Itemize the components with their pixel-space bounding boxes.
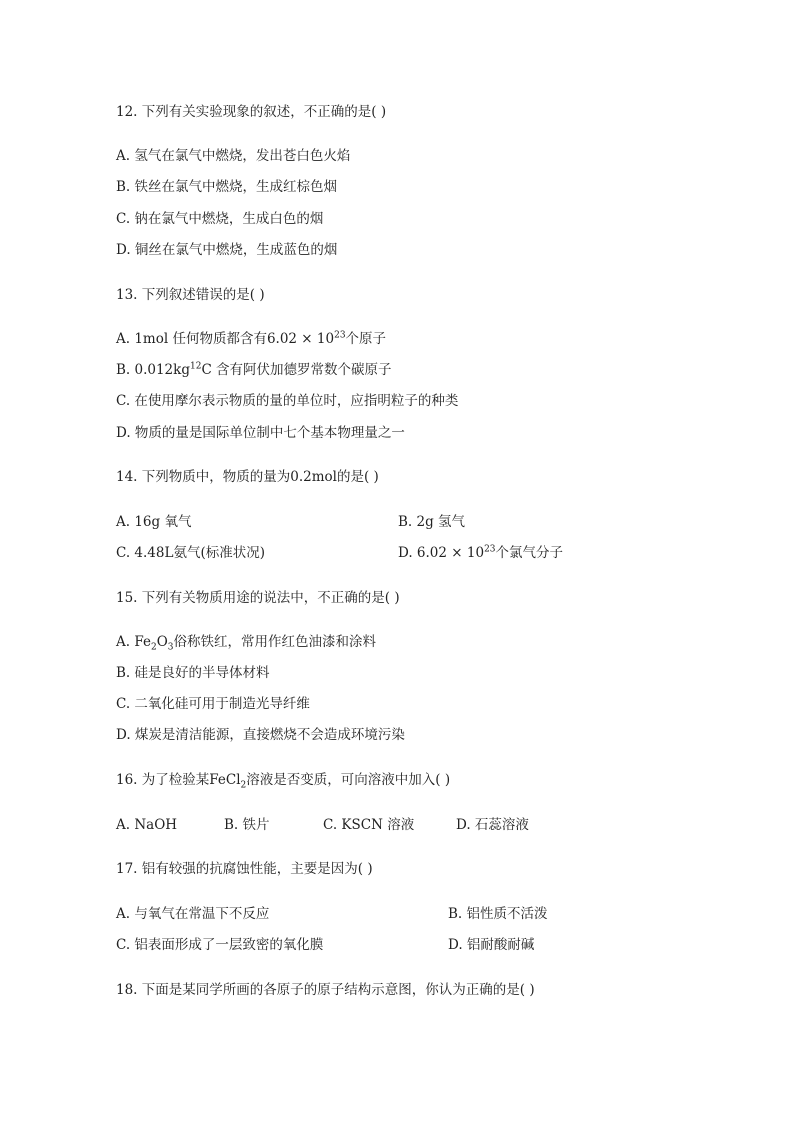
q15-option-a-mid: O xyxy=(156,634,168,650)
q12-option-a: A. 氢气在氯气中燃烧，发出苍白色火焰 xyxy=(116,148,351,164)
q14-option-d-exponent: 23 xyxy=(484,544,496,555)
q17-option-c: C. 铝表面形成了一层致密的氧化膜 xyxy=(116,937,324,953)
q16-stem-tail: 溶液是否变质，可向溶液中加入( ) xyxy=(246,772,451,788)
q16-option-b: B. 铁片 xyxy=(224,817,270,833)
q17-stem: 17. 铝有较强的抗腐蚀性能，主要是因为( ) xyxy=(116,861,373,877)
q13-option-c: C. 在使用摩尔表示物质的量的单位时，应指明粒子的种类 xyxy=(116,393,459,409)
q12-option-c: C. 钠在氯气中燃烧，生成白色的烟 xyxy=(116,211,324,227)
q16-stem xyxy=(116,771,450,789)
q13-stem: 13. 下列叙述错误的是( ) xyxy=(116,287,265,303)
q13-option-d: D. 物质的量是国际单位制中七个基本物理量之一 xyxy=(116,425,405,441)
q13-option-b-text: B. 0.012kg xyxy=(116,362,190,378)
q13-option-a-exponent: 23 xyxy=(334,330,346,341)
q15-option-a-text: A. Fe xyxy=(116,634,151,650)
q16-option-c: C. KSCN 溶液 xyxy=(323,817,415,833)
q13-option-a-text: A. 1mol 任何物质都含有6.02 × 10 xyxy=(116,331,335,347)
q15-option-b: B. 硅是良好的半导体材料 xyxy=(116,665,270,681)
q15-option-a-tail: 俗称铁红，常用作红色油漆和涂料 xyxy=(173,634,376,650)
q14-option-b: B. 2g 氢气 xyxy=(398,514,466,530)
q16-option-d: D. 石蕊溶液 xyxy=(456,817,529,833)
q12-option-b: B. 铁丝在氯气中燃烧，生成红棕色烟 xyxy=(116,179,338,195)
q15-option-a xyxy=(116,633,376,651)
q16-stem-sub: 2 xyxy=(240,780,247,791)
q13-option-b-tail: C 含有阿伏加德罗常数个碳原子 xyxy=(201,362,392,378)
q14-stem: 14. 下列物质中，物质的量为0.2mol的是( ) xyxy=(116,469,379,485)
q17-option-d: D. 铝耐酸耐碱 xyxy=(448,937,535,953)
q18-stem: 18. 下面是某同学所画的各原子的原子结构示意图，你认为正确的是( ) xyxy=(116,982,535,998)
q17-option-b: B. 铝性质不活泼 xyxy=(448,906,548,922)
q15-option-a-sub1: 2 xyxy=(150,642,157,653)
q16-stem-text: 16. 为了检验某FeCl xyxy=(116,772,241,788)
q13-option-a-tail: 个原子 xyxy=(345,331,387,347)
q14-option-a: A. 16g 氧气 xyxy=(116,514,192,530)
q13-option-b xyxy=(116,361,392,379)
q15-option-d: D. 煤炭是清洁能源，直接燃烧不会造成环境污染 xyxy=(116,727,405,743)
q12-stem: 12. 下列有关实验现象的叙述，不正确的是( ) xyxy=(116,104,387,120)
q15-option-c: C. 二氧化硅可用于制造光导纤维 xyxy=(116,696,310,712)
q14-option-c: C. 4.48L氨气(标准状况) xyxy=(116,545,265,561)
q13-option-a xyxy=(116,330,386,348)
q17-option-a: A. 与氧气在常温下不反应 xyxy=(116,906,270,922)
q16-option-a: A. NaOH xyxy=(116,817,178,833)
q12-option-d: D. 铜丝在氯气中燃烧，生成蓝色的烟 xyxy=(116,242,338,258)
q14-option-d-tail: 个氯气分子 xyxy=(495,545,564,561)
q14-option-d-text: D. 6.02 × 10 xyxy=(398,545,485,561)
q15-option-a-sub2: 3 xyxy=(167,642,174,653)
q15-stem: 15. 下列有关物质用途的说法中，不正确的是( ) xyxy=(116,590,400,606)
q13-option-b-mass-number: 12 xyxy=(189,361,202,372)
q14-option-d xyxy=(398,544,563,562)
